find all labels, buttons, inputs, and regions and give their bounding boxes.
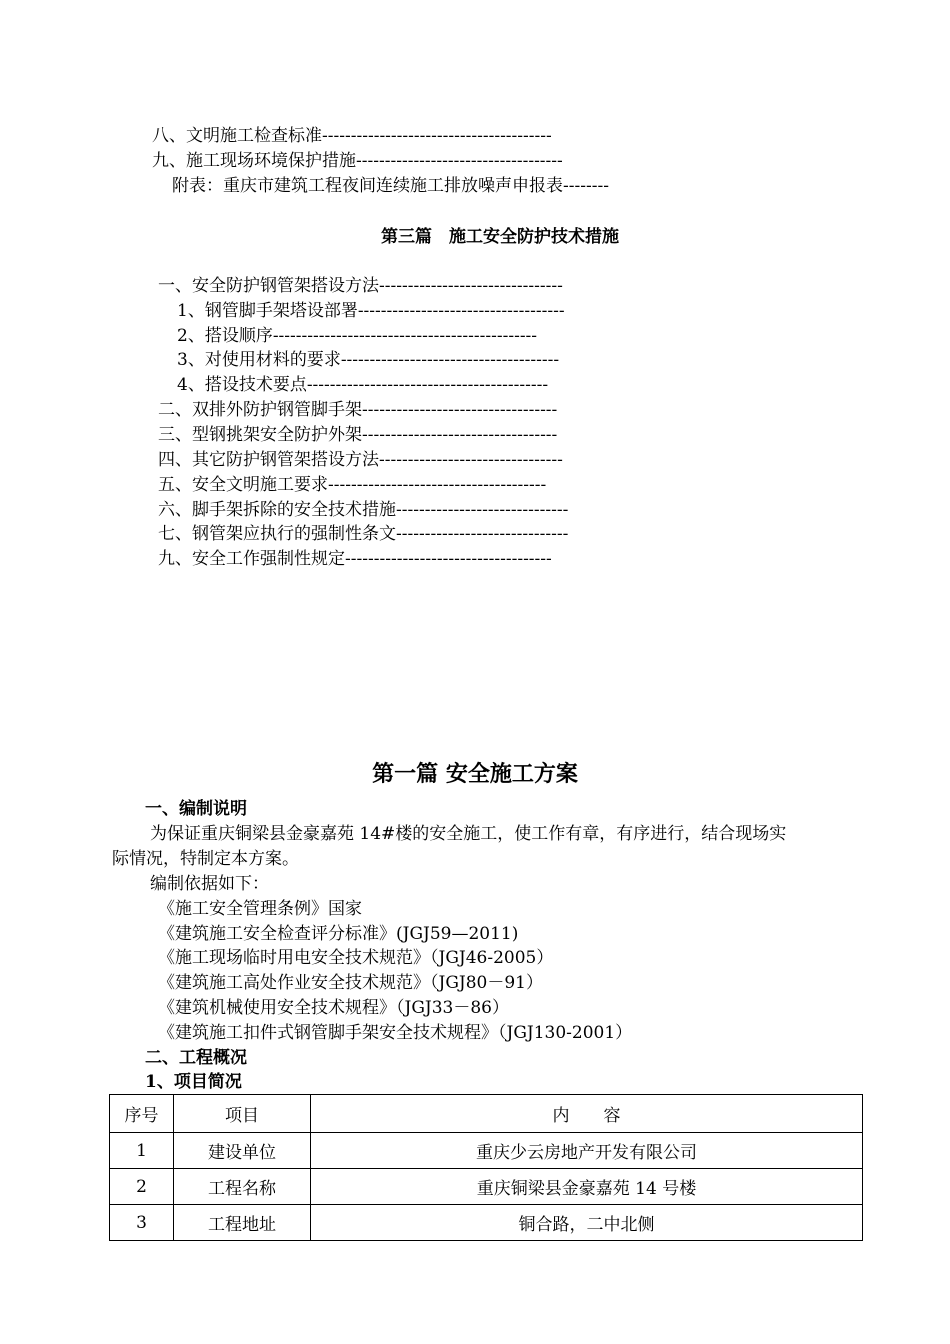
basis-item: 《建筑施工高处作业安全技术规范》（JGJ80－91）: [158, 973, 543, 993]
toc-part3-item: 一、安全防护钢管架搭设方法--------------------------------: [158, 276, 563, 296]
cell-no: 2: [110, 1169, 174, 1205]
cell-content: 重庆少云房地产开发有限公司: [311, 1133, 863, 1169]
toc-part3-item: 四、其它防护钢管架搭设方法--------------------------------: [158, 450, 563, 470]
cell-item: 工程地址: [174, 1205, 311, 1241]
toc-part3-item: 三、型钢挑架安全防护外架----------------------------------: [158, 425, 558, 445]
cell-content: 铜合路，二中北侧: [311, 1205, 863, 1241]
toc-part3-item: 六、脚手架拆除的安全技术措施------------------------------: [158, 500, 569, 520]
basis-item: 《建筑机械使用安全技术规程》（JGJ33－86）: [158, 998, 509, 1018]
header-item: 项目: [174, 1095, 311, 1133]
basis-item: 《施工现场临时用电安全技术规范》（JGJ46-2005）: [158, 948, 554, 968]
part3-title: 第三篇 施工安全防护技术措施: [381, 227, 619, 247]
section-heading-overview: 二、工程概况: [145, 1048, 247, 1068]
basis-item: 《施工安全管理条例》国家: [158, 899, 362, 919]
cell-no: 1: [110, 1133, 174, 1169]
toc-part3-item: 2、搭设顺序----------------------------------------------: [177, 326, 538, 346]
intro-paragraph-line1: 为保证重庆铜梁县金豪嘉苑 14#楼的安全施工，使工作有章，有序进行，结合现场实: [150, 824, 787, 844]
table-row: [110, 1205, 863, 1241]
toc-appendix: 附表：重庆市建筑工程夜间连续施工排放噪声申报表--------: [172, 176, 609, 196]
toc-part3-item: 4、搭设技术要点------------------------------------------: [177, 375, 549, 395]
basis-item: 《建筑施工安全检查评分标准》(JGJ59—2011): [158, 924, 519, 944]
cell-item: 工程名称: [174, 1169, 311, 1205]
header-no: 序号: [110, 1095, 174, 1133]
section-heading-compilation: 一、编制说明: [145, 799, 247, 819]
table-header-row: [110, 1095, 863, 1133]
toc-part3-item: 七、钢管架应执行的强制性条文------------------------------: [158, 524, 569, 544]
project-info-table: [109, 1094, 863, 1241]
table-row: [110, 1133, 863, 1169]
toc-part3-item: 二、双排外防护钢管脚手架----------------------------------: [158, 400, 558, 420]
header-content: 内 容: [311, 1095, 863, 1133]
part1-title: 第一篇 安全施工方案: [372, 761, 578, 787]
table-row: [110, 1169, 863, 1205]
intro-paragraph-line2: 际情况，特制定本方案。: [112, 849, 299, 869]
toc-part3-item: 九、安全工作强制性规定------------------------------------: [158, 549, 552, 569]
cell-item: 建设单位: [174, 1133, 311, 1169]
subsection-heading-project: 1、项目简况: [145, 1072, 242, 1092]
cell-content: 重庆铜梁县金豪嘉苑 14 号楼: [311, 1169, 863, 1205]
toc-item-9: 九、施工现场环境保护措施------------------------------------: [152, 151, 563, 171]
toc-part3-item: 1、钢管脚手架塔设部署------------------------------------: [177, 301, 565, 321]
basis-intro: 编制依据如下：: [150, 874, 269, 894]
toc-item-8: 八、文明施工检查标准----------------------------------------: [152, 126, 552, 146]
toc-part3-item: 五、安全文明施工要求--------------------------------------: [158, 475, 547, 495]
toc-part3-item: 3、对使用材料的要求--------------------------------------: [177, 350, 560, 370]
cell-no: 3: [110, 1205, 174, 1241]
basis-item: 《建筑施工扣件式钢管脚手架安全技术规程》（JGJ130-2001）: [158, 1023, 633, 1043]
